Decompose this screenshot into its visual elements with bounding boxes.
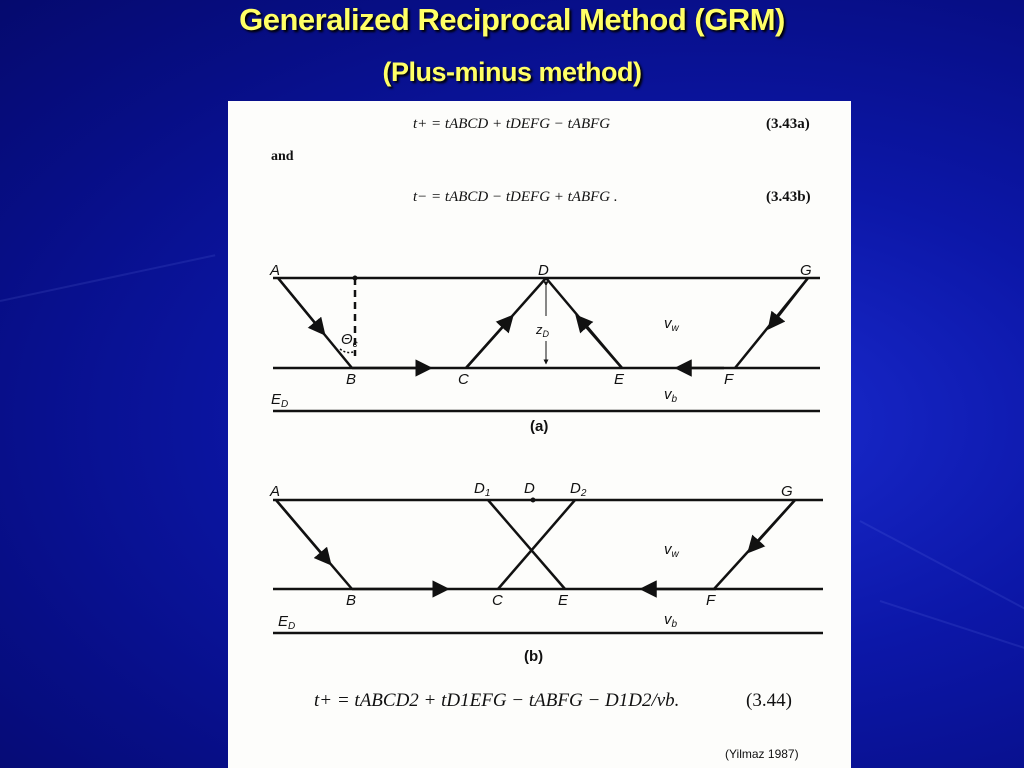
caption-b: (b) — [524, 648, 544, 665]
label-b: B — [346, 371, 357, 388]
label-a: A — [270, 483, 281, 500]
label-d1: $D_1$ — [474, 480, 491, 499]
equation-3-43a-text: t+ = tABCD + tDEFG − tABFG — [413, 116, 611, 132]
ray-arrow — [276, 500, 326, 559]
and-text: and — [271, 149, 294, 164]
equation-3-43b — [413, 189, 811, 205]
label-velocity-weathered: $v_w$ — [664, 541, 679, 560]
figure-svg — [228, 101, 851, 768]
label-d2: $D_2$ — [570, 480, 587, 499]
equation-3-43b-number: (3.43b) — [766, 189, 811, 205]
label-g: G — [781, 483, 793, 500]
label-c: C — [458, 371, 469, 388]
label-velocity-bedrock: $v_b$ — [664, 386, 678, 405]
label-d: D — [538, 262, 549, 279]
label-b: B — [346, 592, 357, 609]
point-marker — [531, 498, 535, 502]
label-d: D — [524, 480, 535, 497]
slide-title: Generalized Reciprocal Method (GRM) — [239, 2, 785, 37]
label-velocity-weathered: $v_w$ — [664, 315, 679, 334]
point-marker — [353, 276, 357, 280]
diagram-b — [273, 498, 823, 633]
ray-arrow — [773, 278, 808, 323]
slide-subtitle: (Plus-minus method) — [382, 57, 642, 87]
caption-a: (a) — [530, 418, 549, 435]
diagram-b-labels — [269, 480, 793, 665]
equation-3-44-text: t+ = tABCD2 + tD1EFG − tABFG − D1D2/vb. — [314, 690, 680, 711]
label-e: E — [614, 371, 625, 388]
label-critical-angle: $\Theta_c$ — [341, 331, 358, 350]
equation-3-43a — [413, 116, 810, 132]
ray-arrow — [581, 321, 622, 368]
figure-panel — [228, 101, 851, 768]
label-datum: $E_D$ — [278, 613, 296, 632]
label-velocity-bedrock: $v_b$ — [664, 611, 678, 630]
label-e: E — [558, 592, 569, 609]
label-a: A — [270, 262, 281, 279]
equation-3-43a-number: (3.43a) — [766, 116, 810, 132]
background-streak — [0, 254, 215, 302]
ray-arrow — [466, 321, 508, 368]
ray-arrow — [278, 278, 320, 329]
equation-3-44-number: (3.44) — [746, 690, 792, 711]
ray-e-to-d1 — [488, 500, 565, 589]
label-c: C — [492, 592, 503, 609]
diagram-a-labels — [269, 262, 812, 435]
ray-arrow — [753, 500, 795, 547]
equation-3-43b-text: t− = tABCD − tDEFG + tABFG . — [413, 189, 618, 205]
label-depth-zd: $z_D$ — [536, 322, 549, 339]
ray-c-to-d2 — [498, 500, 575, 589]
background-streak — [880, 600, 1024, 658]
label-f: F — [724, 371, 734, 388]
source-credit: (Yilmaz 1987) — [725, 747, 799, 761]
label-datum: $E_D$ — [271, 391, 289, 410]
equation-3-44 — [314, 690, 792, 711]
label-f: F — [706, 592, 716, 609]
label-g: G — [800, 262, 812, 279]
